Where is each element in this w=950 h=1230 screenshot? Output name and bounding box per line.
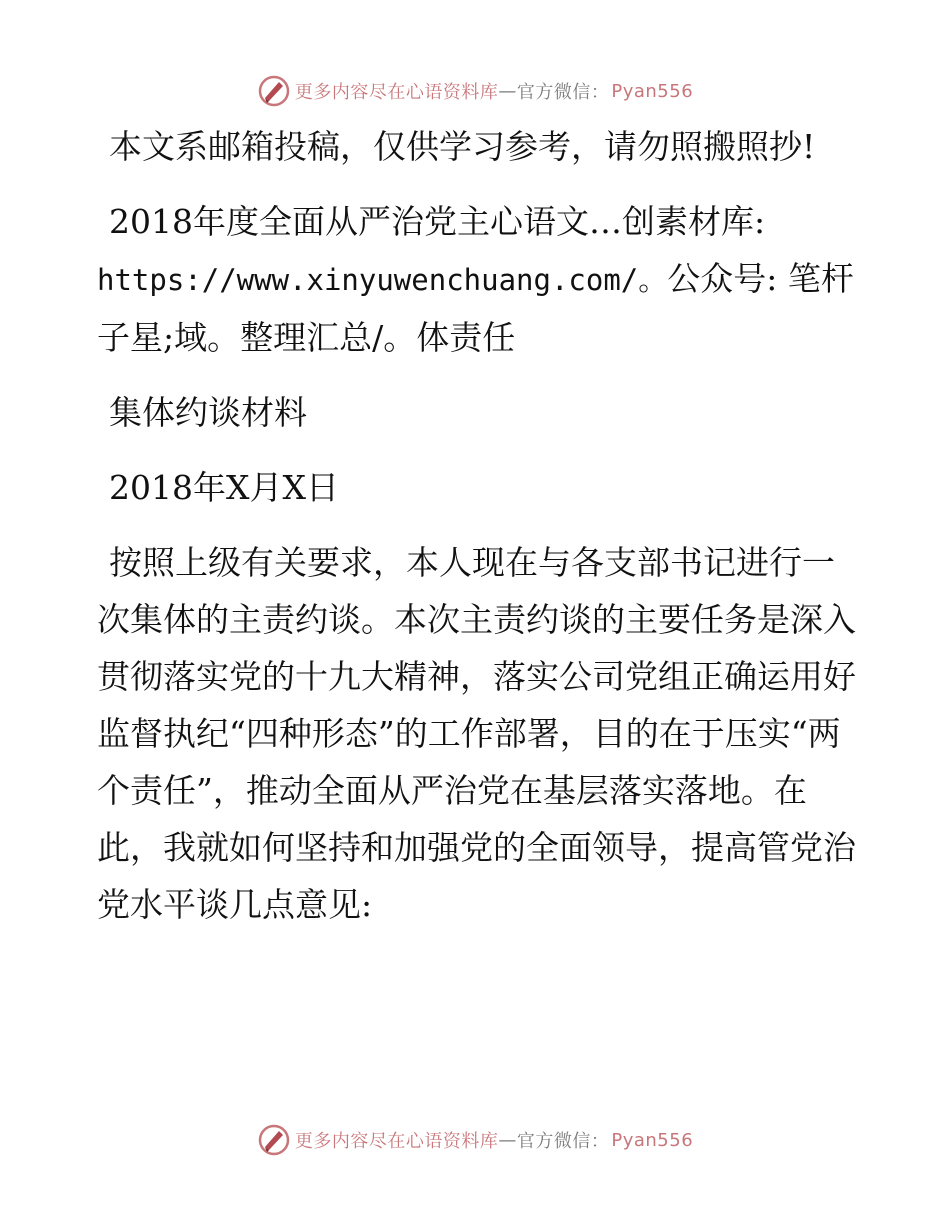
document-title: 集体约谈材料 <box>109 393 307 432</box>
source-intro: 2018年度全面从严治党主心语文…创素材库: <box>109 202 766 241</box>
header-promo-text: 更多内容尽在心语资料库 <box>294 82 499 103</box>
pen-logo-icon <box>257 1123 291 1157</box>
document-body <box>97 118 857 951</box>
source-url: https://www.xinyuwenchuang.com/。 <box>97 263 668 297</box>
footer-dash: — <box>498 1129 517 1151</box>
header-banner <box>0 71 950 111</box>
pen-logo-icon <box>257 74 291 108</box>
footer-banner <box>0 1120 950 1160</box>
source-paragraph <box>97 193 857 366</box>
header-dash: — <box>498 80 517 102</box>
document-date: 2018年X月X日 <box>109 468 339 507</box>
footer-wechat-label: 官方微信： <box>516 1131 610 1152</box>
notice-paragraph: 本文系邮箱投稿，仅供学习参考，请勿照搬照抄! <box>109 127 816 166</box>
footer-wechat-id: Pyan556 <box>611 1129 694 1151</box>
source-tail: 公众号: 笔杆子星;域。整理汇总/。体责任 <box>97 259 854 357</box>
header-wechat-label: 官方微信： <box>516 82 610 103</box>
header-wechat-id: Pyan556 <box>611 80 694 102</box>
body-paragraph: 按照上级有关要求，本人现在与各支部书记进行一次集体的主责约谈。本次主责约谈的主要任务是深入贯彻落实党的十九大精神，落实公司党组正确运用好监督执纪“四种形态”的工作部署，目的在于压实“两个责任”，推动全面从严治党在基层落实落地。在此，我就如何坚持和加强党的全面领导，提高管党治党水平谈几点意见: <box>97 543 856 924</box>
footer-promo-text: 更多内容尽在心语资料库 <box>294 1131 499 1152</box>
